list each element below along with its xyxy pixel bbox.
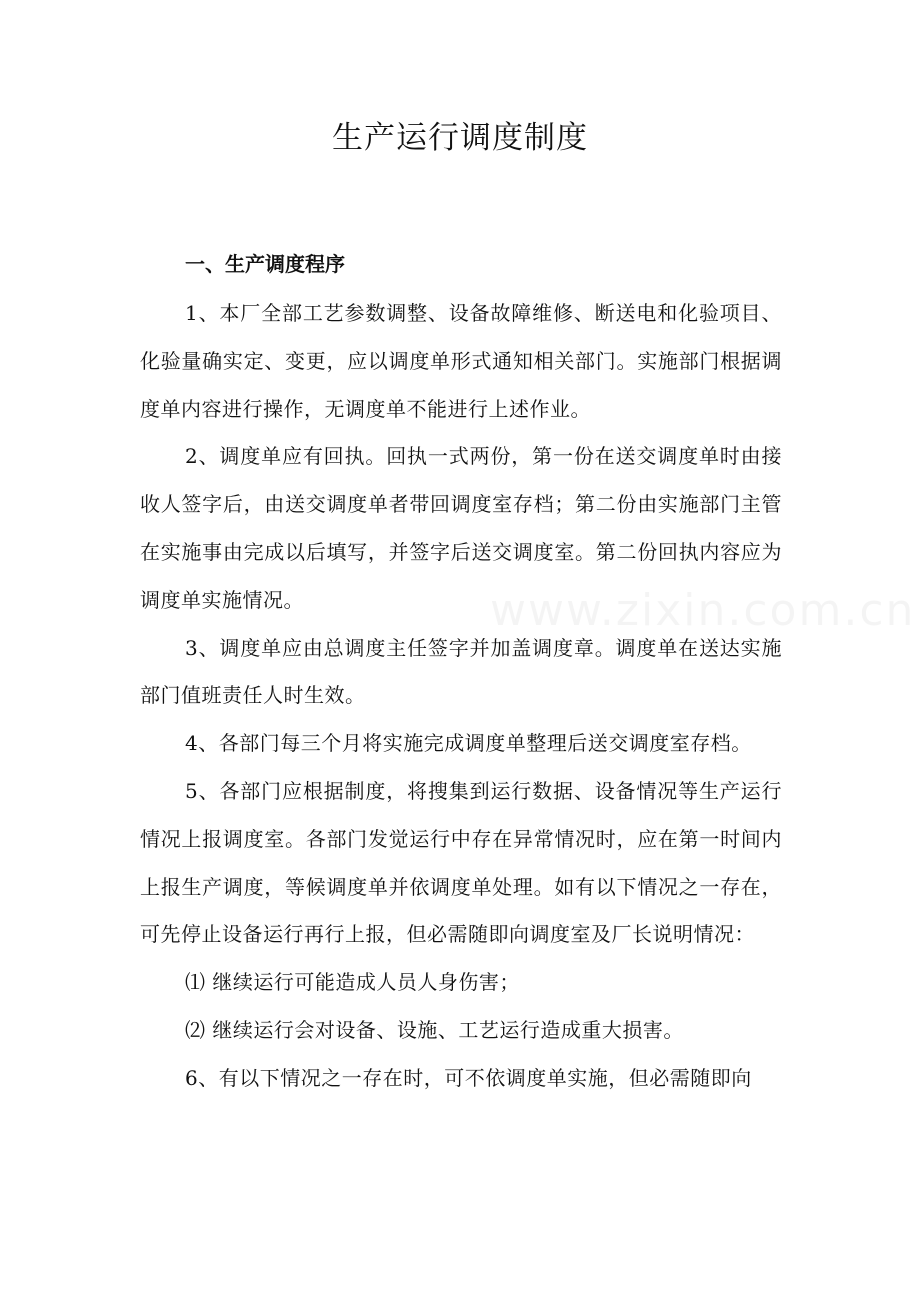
document-body (140, 290, 782, 1103)
paragraph-2: 2、调度单应有回执。回执一式两份，第一份在送交调度单时由接收人签字后，由送交调度单者带回调度室存档；第二份由实施部门主管在实施事由完成以后填写，并签字后送交调度室。第二份回执内容应为调度单实施情况。 (140, 444, 782, 612)
paragraph-4: 4、各部门每三个月将实施完成调度单整理后送交调度室存档。 (185, 731, 752, 756)
paragraph-5: 5、各部门应根据制度，将搜集到运行数据、设备情况等生产运行情况上报调度室。各部门发觉运行中存在异常情况时，应在第一时间内上报生产调度，等候调度单并依调度单处理。如有以下情况之一存在，可先停止设备运行再行上报，但必需随即向调度室及厂长说明情况： (140, 778, 782, 947)
paragraph-6: 6、有以下情况之一存在时，可不依调度单实施，但必需随即向 (185, 1065, 752, 1090)
list-item-1: ⑴ 继续运行可能造成人员人身伤害； (185, 970, 520, 995)
list-item-2: ⑵ 继续运行会对设备、设施、工艺运行造成重大损害。 (185, 1017, 684, 1042)
paragraph-1: 1、本厂全部工艺参数调整、设备故障维修、断送电和化验项目、化验量确实定、变更，应以调度单形式通知相关部门。实施部门根据调度单内容进行操作，无调度单不能进行上述作业。 (140, 301, 782, 421)
section-heading: 一、生产调度程序 (185, 252, 345, 276)
paragraph-3: 3、调度单应由总调度主任签字并加盖调度章。调度单在送达实施部门值班责任人时生效。 (140, 635, 782, 708)
document-title: 生产运行调度制度 (332, 120, 588, 156)
